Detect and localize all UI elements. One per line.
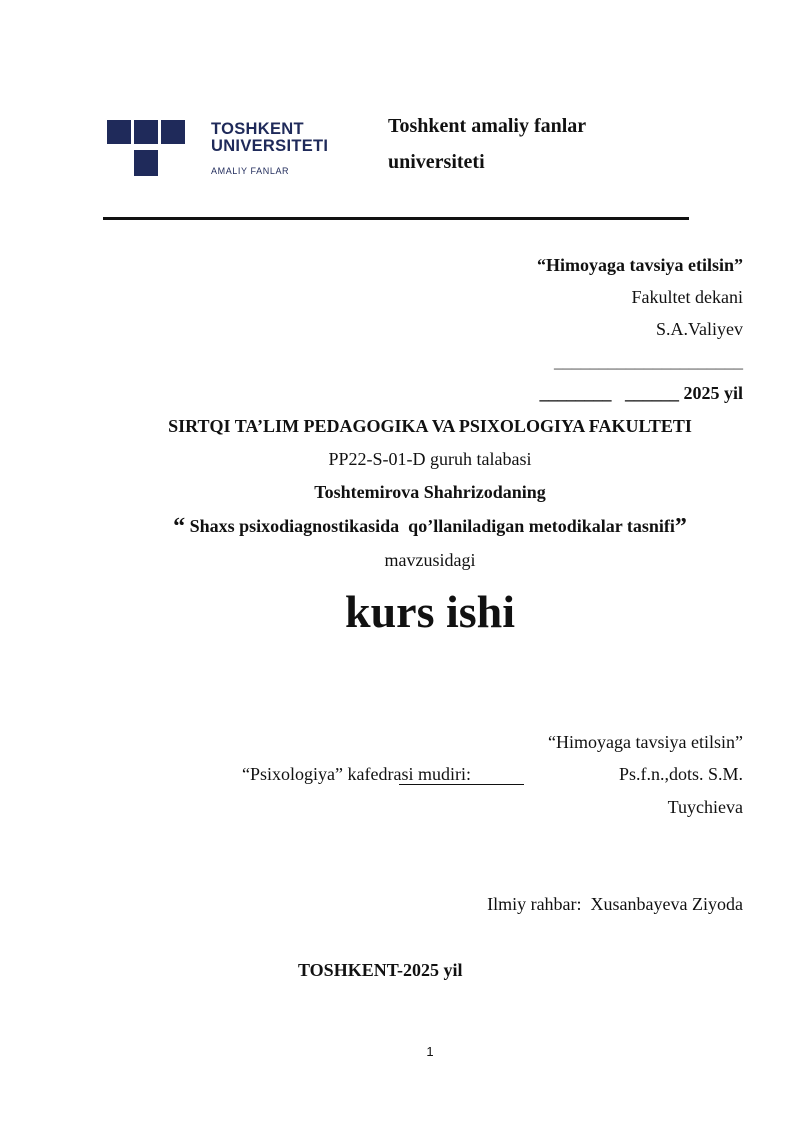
- topic-open-quote: “: [173, 514, 186, 540]
- university-name-line1: Toshkent amaliy fanlar: [388, 115, 587, 137]
- dean-signature-line: _____________________: [554, 351, 743, 371]
- city-year: TOSHKENT-2025 yil: [298, 960, 463, 980]
- work-type-title: kurs ishi: [344, 586, 516, 637]
- student-group: PP22-S-01-D guruh talabasi: [328, 449, 532, 469]
- dean-role: Fakultet dekani: [631, 287, 743, 307]
- dean-approval-title: “Himoyaga tavsiya etilsin”: [537, 255, 743, 275]
- university-name-line2: universiteti: [388, 151, 485, 173]
- topic-text: Shaxs psixodiagnostikasida qo’llaniladigan metodikalar tasnifi: [185, 516, 675, 536]
- logo-subtitle: AMALIY FANLAR: [211, 166, 290, 176]
- university-logo: [107, 120, 347, 182]
- logo-text-line1: TOSHKENT: [211, 120, 304, 138]
- course-topic: [0, 514, 800, 541]
- header-divider: [103, 217, 689, 220]
- faculty-name: SIRTQI TA’LIM PEDAGOGIKA VA PSIXOLOGIYA FAKULTETI: [168, 416, 692, 436]
- university-logo-icon: [107, 120, 189, 178]
- dean-name: S.A.Valiyev: [656, 319, 743, 339]
- student-name: Toshtemirova Shahrizodaning: [314, 482, 546, 502]
- page-number: 1: [426, 1044, 434, 1059]
- department-head-label: [242, 764, 471, 785]
- approval-date-line: ________ ______ 2025 yil: [539, 383, 743, 403]
- topic-close-quote: ”: [674, 514, 687, 540]
- department-head-name-line1: Ps.f.n.,dots. S.M.: [618, 764, 743, 784]
- logo-text-line2: UNIVERSITETI: [211, 137, 329, 155]
- department-head-name-line2: Tuychieva: [667, 797, 743, 817]
- department-approval-title: “Himoyaga tavsiya etilsin”: [548, 732, 743, 752]
- department-head-label-text: “Psixologiya” kafedrasi mudiri:: [242, 764, 471, 784]
- scientific-advisor: Ilmiy rahbar: Xusanbayeva Ziyoda: [487, 894, 743, 914]
- department-signature-line: [399, 766, 524, 785]
- topic-suffix: mavzusidagi: [384, 550, 476, 570]
